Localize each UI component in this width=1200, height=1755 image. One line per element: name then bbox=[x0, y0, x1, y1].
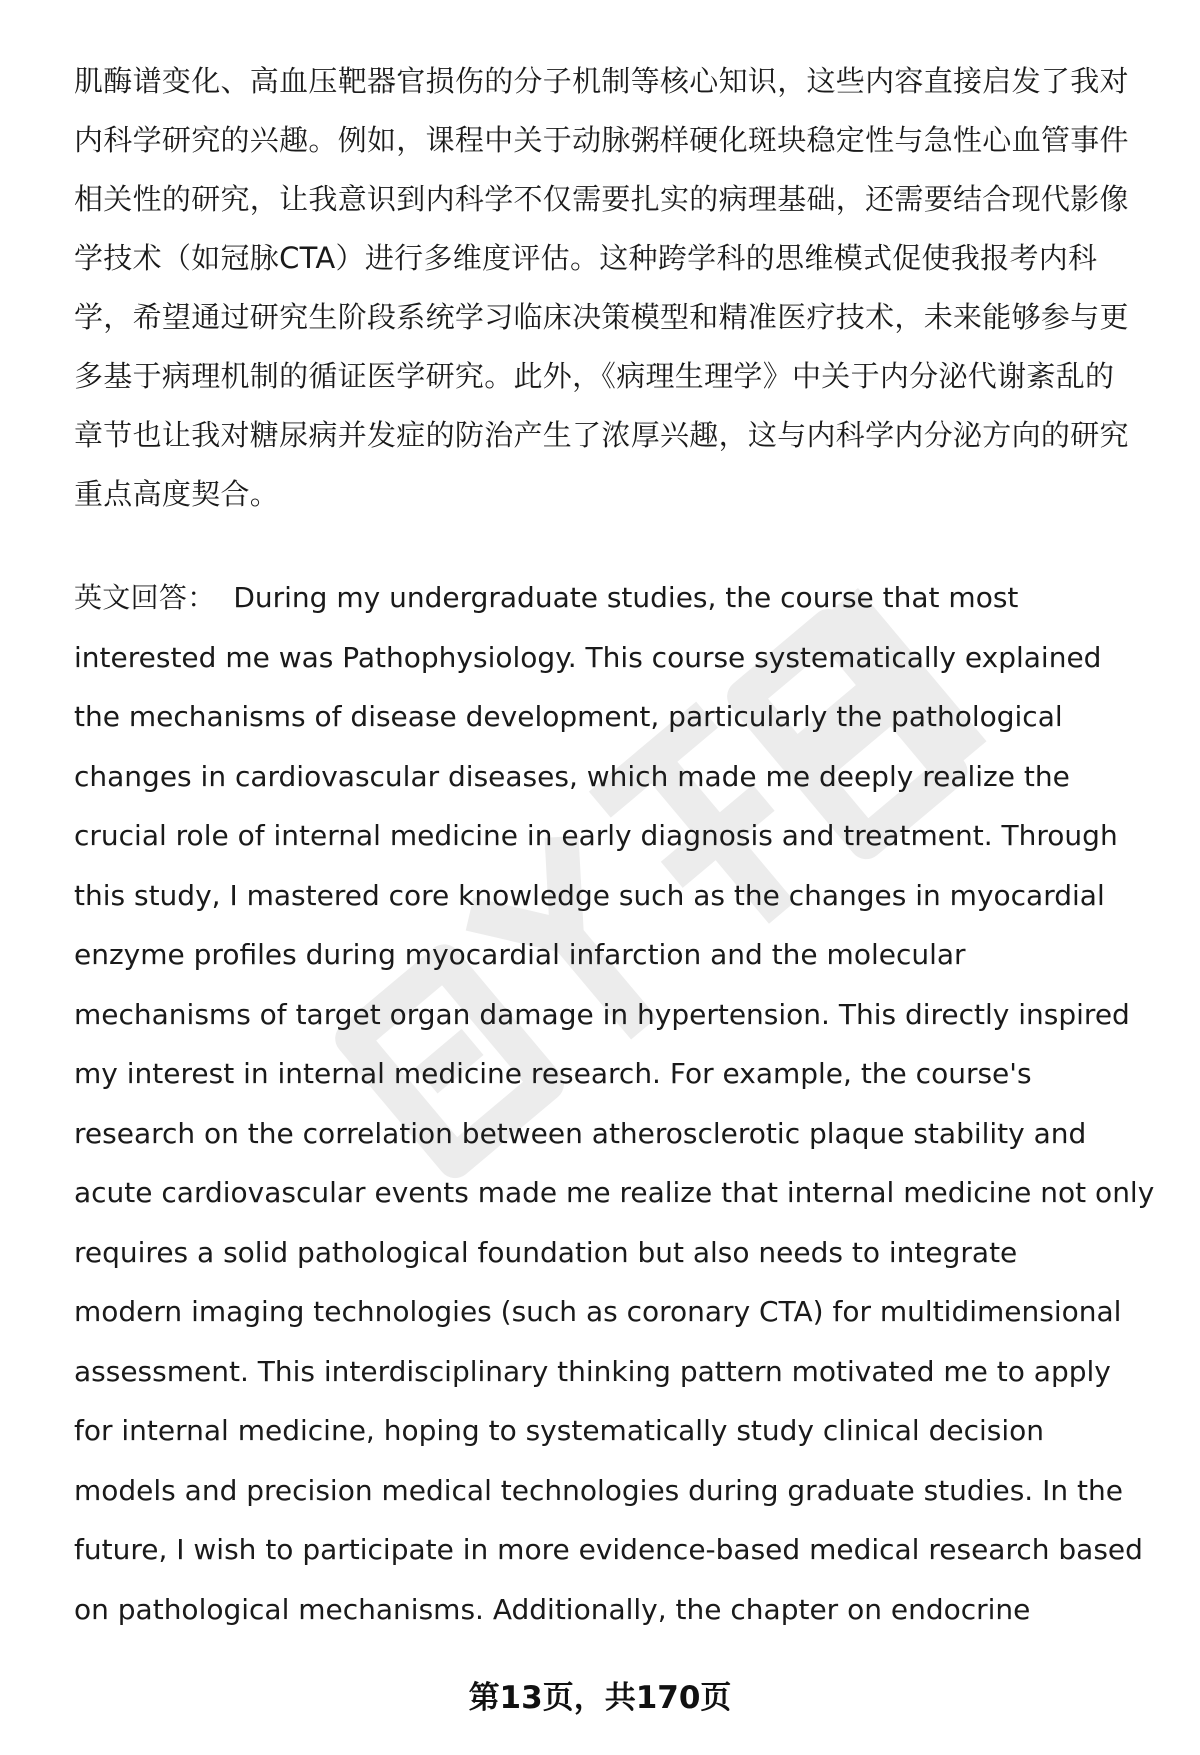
text-line: crucial role of internal medicine in early diagnosis and treatment. Through bbox=[74, 819, 1118, 852]
text-line: future, I wish to participate in more evidence-based medical research based bbox=[74, 1533, 1143, 1566]
text-line bbox=[74, 568, 1164, 628]
text-line: research on the correlation between atherosclerotic plaque stability and bbox=[74, 1116, 1087, 1150]
text-line: 内科学研究的兴趣。例如，课程中关于动脉粥样硬化斑块稳定性与急性心血管事件 bbox=[74, 123, 1129, 157]
english-answer bbox=[74, 568, 1164, 1639]
text-line: assessment. This interdisciplinary thinking pattern motivated me to apply bbox=[74, 1354, 1111, 1388]
text-line: the mechanisms of disease development, particularly the pathological bbox=[74, 700, 1063, 733]
text-line: models and precision medical technologies during graduate studies. In the bbox=[74, 1473, 1123, 1507]
text-line: for internal medicine, hoping to systematically study clinical decision bbox=[74, 1414, 1045, 1447]
text-line: mechanisms of target organ damage in hypertension. This directly inspired bbox=[74, 997, 1130, 1031]
text-line: 重点高度契合。 bbox=[74, 477, 280, 511]
text-line: changes in cardiovascular diseases, which made me deeply realize the bbox=[74, 759, 1070, 793]
text-line: requires a solid pathological foundation but also needs to integrate bbox=[74, 1235, 1018, 1269]
text-line-content: During my undergraduate studies, the course that most bbox=[233, 581, 1019, 614]
text-line: my interest in internal medicine research. For example, the course's bbox=[74, 1057, 1032, 1090]
text-line: on pathological mechanisms. Additionally, the chapter on endocrine bbox=[74, 1592, 1031, 1626]
answer-label: 英文回答： bbox=[74, 581, 216, 614]
text-line: this study, I mastered core knowledge such as the changes in myocardial bbox=[74, 878, 1105, 912]
text-line: 学技术（如冠脉CTA）进行多维度评估。这种跨学科的思维模式促使我报考内科 bbox=[74, 241, 1098, 275]
text-line: 肌酶谱变化、高血压靶器官损伤的分子机制等核心知识，这些内容直接启发了我对 bbox=[74, 64, 1129, 98]
text-line: interested me was Pathophysiology. This course systematically explained bbox=[74, 640, 1102, 674]
text-line: 学，希望通过研究生阶段系统学习临床决策模型和精准医疗技术，未来能够参与更 bbox=[74, 300, 1129, 334]
chinese-paragraph bbox=[74, 52, 1164, 524]
text-line: 章节也让我对糖尿病并发症的防治产生了浓厚兴趣，这与内科学内分泌方向的研究 bbox=[74, 418, 1129, 452]
page-number: 第13页，共170页 bbox=[468, 1680, 732, 1716]
text-line: modern imaging technologies (such as coronary CTA) for multidimensional bbox=[74, 1295, 1122, 1328]
text-line: 多基于病理机制的循证医学研究。此外，《病理生理学》中关于内分泌代谢紊乱的 bbox=[74, 359, 1115, 393]
text-line: 相关性的研究，让我意识到内科学不仅需要扎实的病理基础，还需要结合现代影像 bbox=[74, 182, 1129, 216]
text-line: acute cardiovascular events made me realize that internal medicine not only bbox=[74, 1176, 1155, 1209]
text-line: enzyme profiles during myocardial infarction and the molecular bbox=[74, 938, 966, 971]
